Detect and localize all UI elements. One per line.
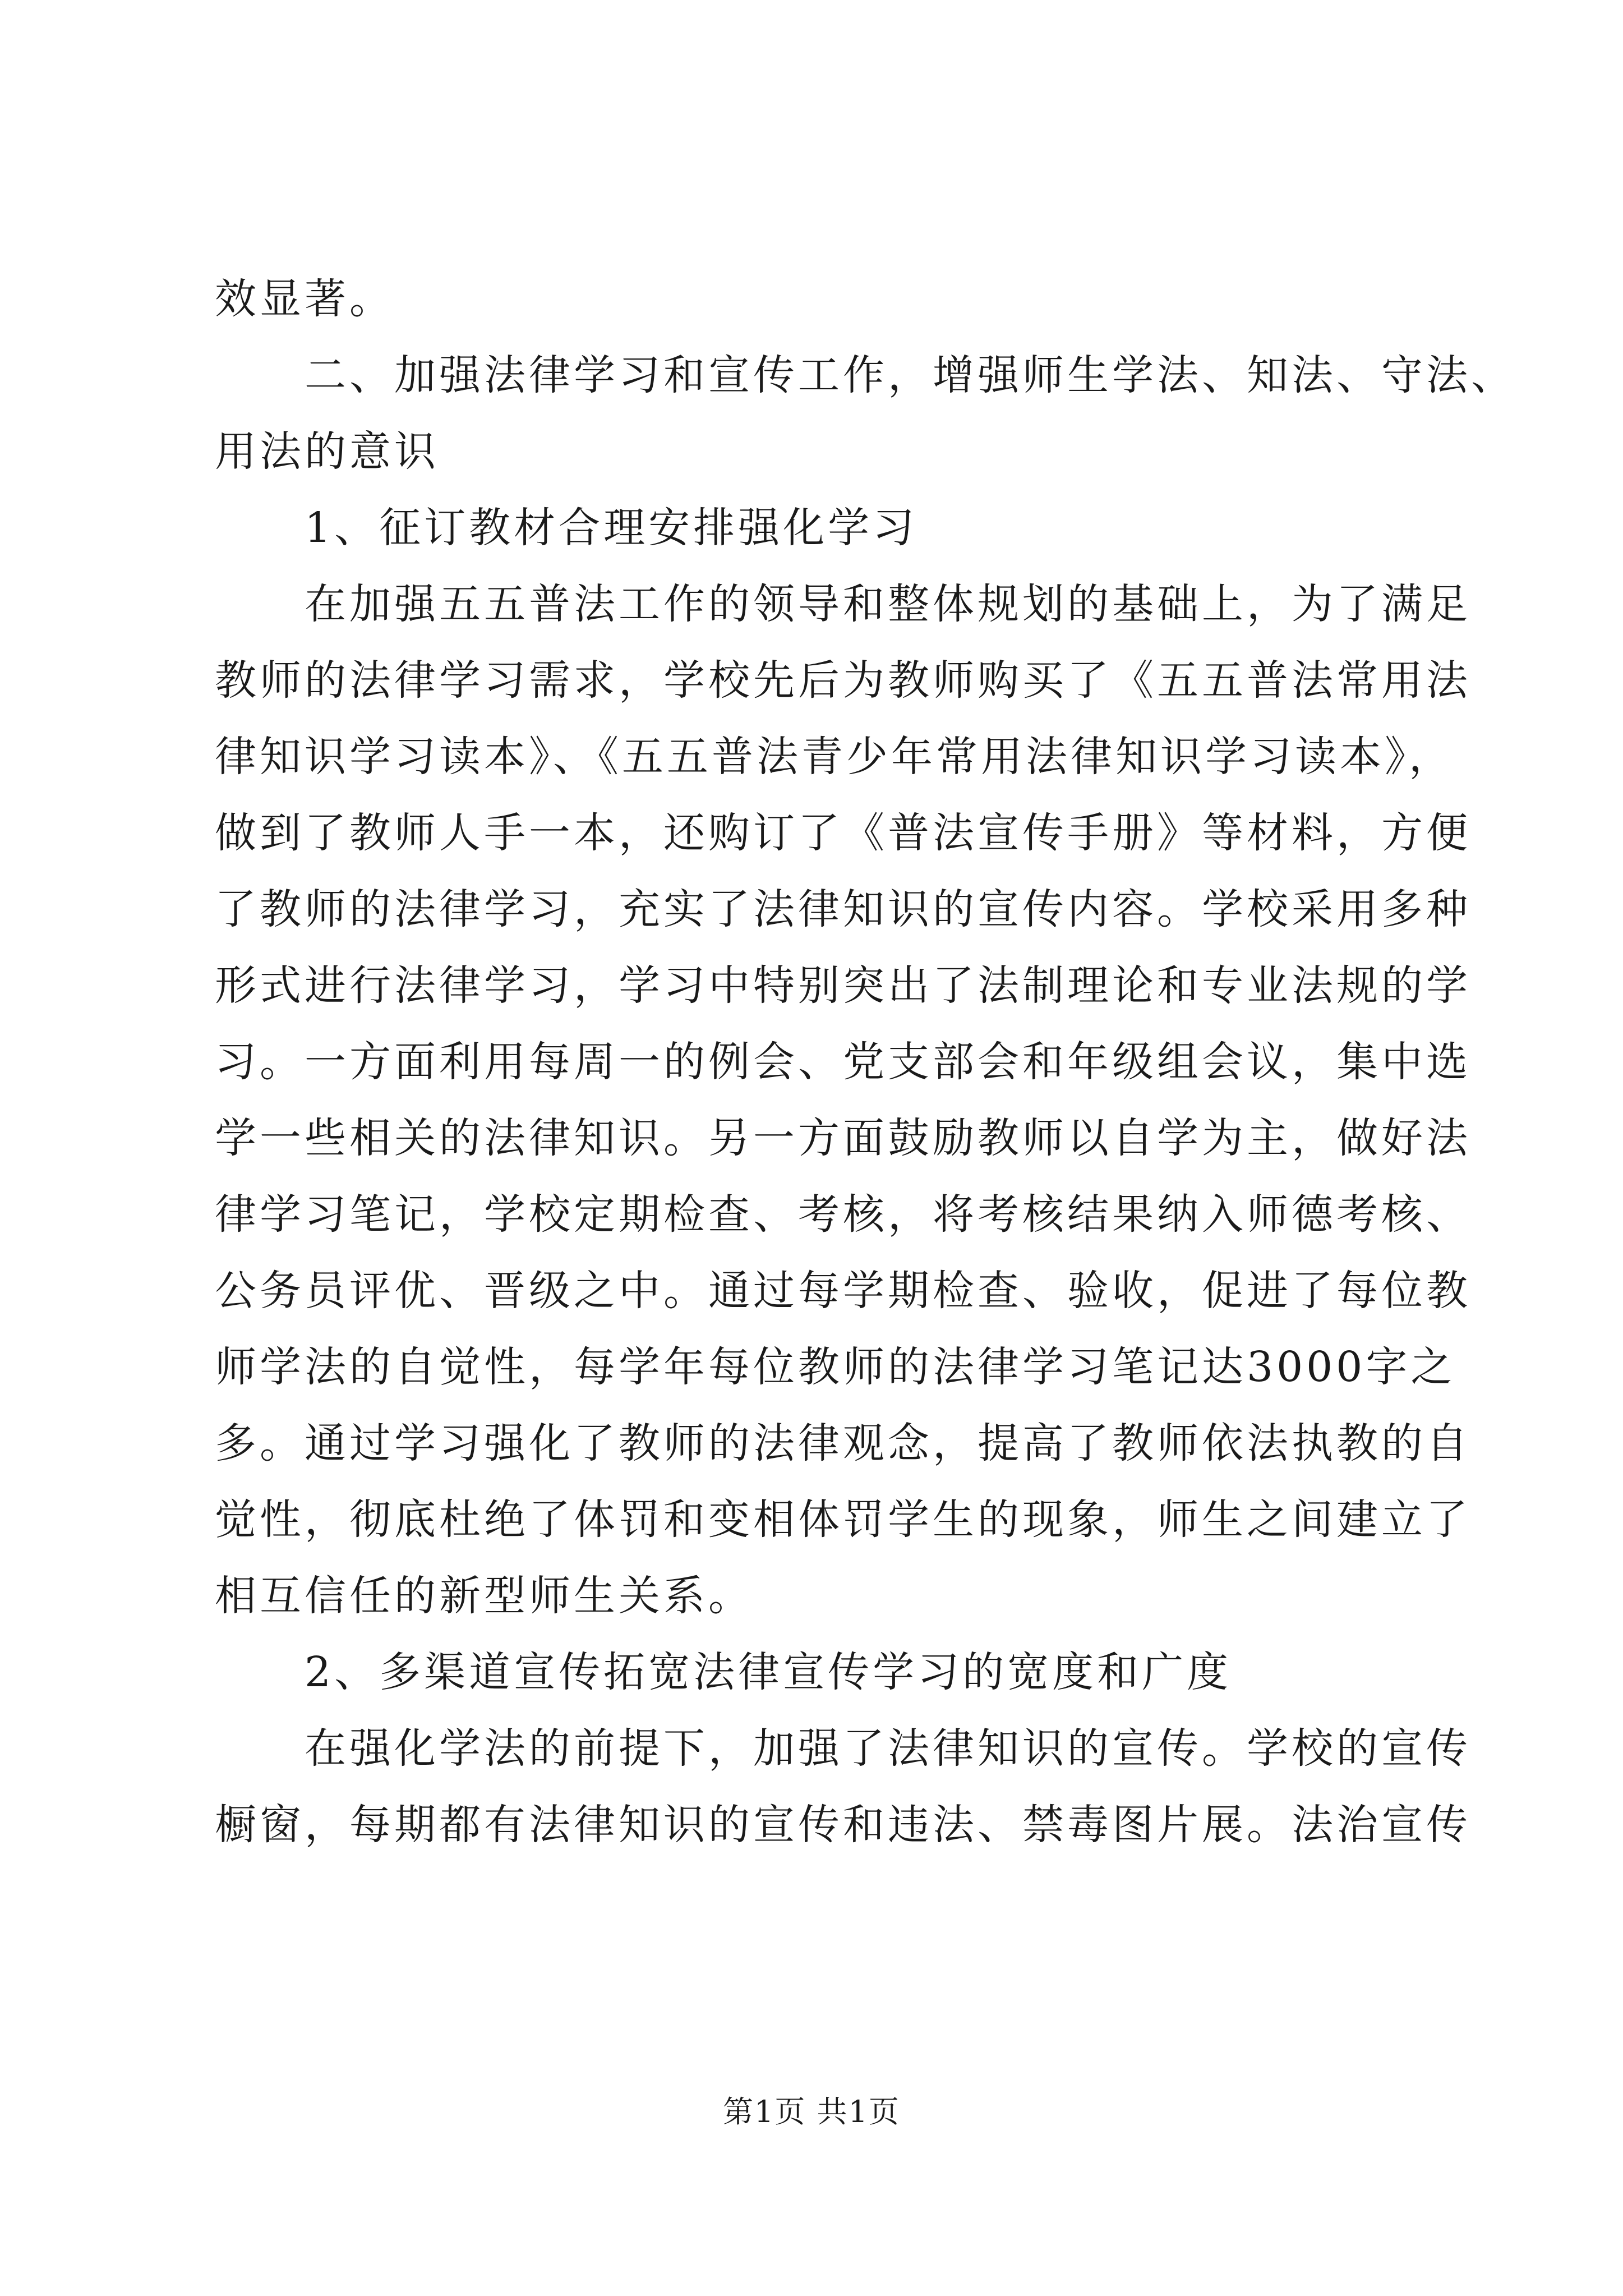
paragraph-line: 习。一方面利用每周一的例会、党支部会和年级组会议，集中选 (215, 1038, 1471, 1086)
paragraph-line: 相互信任的新型师生关系。 (215, 1572, 753, 1620)
paragraph-line: 律知识学习读本》、《五五普法青少年常用法律知识学习读本》， (215, 733, 1454, 781)
paragraph-line: 学一些相关的法律知识。另一方面鼓励教师以自学为主，做好法 (215, 1114, 1471, 1162)
paragraph-line: 觉性，彻底杜绝了体罚和变相体罚学生的现象，师生之间建立了 (215, 1496, 1471, 1544)
paragraph-line: 橱窗，每期都有法律知识的宣传和违法、禁毒图片展。法治宣传 (215, 1801, 1471, 1849)
page-footer: 第1页 共1页 (723, 2094, 900, 2129)
paragraph-line: 师学法的自觉性，每学年每位教师的法律学习笔记达3000字之 (215, 1343, 1456, 1391)
section-heading-line: 二、加强法律学习和宣传工作，增强师生学法、知法、守法、 (305, 351, 1516, 399)
paragraph-line: 形式进行法律学习，学习中特别突出了法制理论和专业法规的学 (215, 961, 1471, 1010)
section-heading-line: 用法的意识 (215, 427, 439, 476)
paragraph-line: 律学习笔记，学校定期检查、考核，将考核结果纳入师德考核、 (215, 1190, 1471, 1239)
paragraph-line: 做到了教师人手一本，还购订了《普法宣传手册》等材料，方便 (215, 809, 1471, 857)
paragraph-line: 教师的法律学习需求，学校先后为教师购买了《五五普法常用法 (215, 656, 1471, 705)
subsection-heading: 2、多渠道宣传拓宽法律宣传学习的宽度和广度 (305, 1648, 1232, 1696)
paragraph-line: 公务员评优、晋级之中。通过每学期检查、验收，促进了每位教 (215, 1267, 1471, 1315)
paragraph-line: 在加强五五普法工作的领导和整体规划的基础上，为了满足 (305, 580, 1471, 628)
text-line: 效显著。 (215, 275, 394, 323)
paragraph-line: 在强化学法的前提下，加强了法律知识的宣传。学校的宣传 (305, 1724, 1471, 1773)
subsection-heading: 1、征订教材合理安排强化学习 (305, 504, 918, 552)
paragraph-line: 了教师的法律学习，充实了法律知识的宣传内容。学校采用多种 (215, 885, 1471, 933)
paragraph-line: 多。通过学习强化了教师的法律观念，提高了教师依法执教的自 (215, 1419, 1471, 1467)
